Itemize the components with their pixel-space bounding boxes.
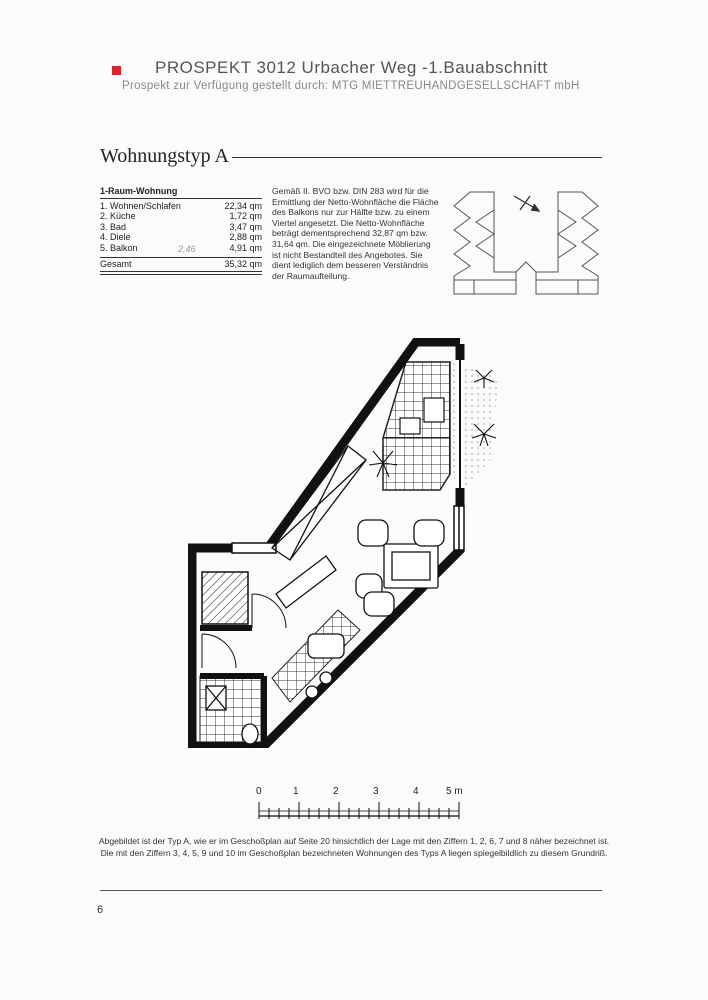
floor-plan-diagram	[188, 338, 508, 748]
table-double-rule	[100, 271, 262, 275]
site-plan-diagram	[450, 188, 602, 298]
page-subtitle: Prospekt zur Verfügung gestellt durch: MTG MIETTREUHANDGESELLSCHAFT mbH	[122, 80, 580, 92]
room-row	[100, 222, 262, 233]
scale-labels	[256, 786, 466, 800]
room-total-row	[100, 257, 262, 270]
room-table	[100, 186, 262, 275]
scale-label: 1	[293, 786, 299, 797]
heading-rule	[232, 157, 602, 158]
room-label: 3. Bad	[100, 221, 127, 232]
page-number: 6	[97, 904, 104, 916]
bed-furniture	[202, 572, 248, 624]
plan-caption: Abgebildet ist der Typ A, wie er im Geschoßplan auf Seite 20 hinsichtlich der Lage mit den Ziffern 1, 2, 6, 7 und 8 näher bezeichnet ist. Die mit den Ziffern 3, 4, 5, 9 und 10 im Geschoßplan bezeichneten Wohnungen des Typs A liegen spiegelbildlich zu diesem Grundriß.	[98, 836, 610, 858]
handwritten-note: 2,46	[178, 244, 196, 254]
room-label: 5. Balkon	[100, 242, 138, 253]
page-title: PROSPEKT 3012 Urbacher Weg -1.Bauabschnitt	[155, 58, 548, 77]
room-area: 2,88 qm	[229, 232, 262, 243]
section-heading: Wohnungstyp A	[100, 145, 229, 167]
scale-label: 2	[333, 786, 339, 797]
room-area: 3,47 qm	[229, 221, 262, 232]
scale-label: 5 m	[446, 786, 463, 797]
room-label: 4. Diele	[100, 232, 131, 243]
red-square-marker	[112, 66, 121, 75]
room-row	[100, 211, 262, 222]
scale-label: 0	[256, 786, 262, 797]
scale-label: 4	[413, 786, 419, 797]
room-area: 1,72 qm	[229, 211, 262, 222]
room-area: 4,91 qm	[229, 242, 262, 253]
total-area: 35,32 qm	[224, 258, 262, 269]
room-label: 1. Wohnen/Schlafen	[100, 200, 181, 211]
room-table-title: 1-Raum-Wohnung	[100, 186, 262, 199]
room-row	[100, 232, 262, 243]
area-note: Gemäß II. BVO bzw. DIN 283 wird für die Ermittlung der Netto-Wohnfläche die Fläche des Balkons nur zur Hälfte bzw. zu einem Viertel angesetzt. Die Netto-Wohnfläche beträgt dementsprechend 32,87 qm bzw. 31,64 qm. Die eingezeichnete Möblierung ist nicht Bestandteil des Angebotes. Sie dient lediglich dem besseren Verständnis der Raumaufteilung.	[272, 186, 439, 281]
room-label: 2. Küche	[100, 211, 136, 222]
total-label: Gesamt	[100, 258, 132, 269]
north-arrow-icon	[514, 196, 539, 211]
scale-label: 3	[373, 786, 379, 797]
room-area: 22,34 qm	[224, 200, 262, 211]
room-row	[100, 201, 262, 212]
bottom-rule	[100, 890, 602, 891]
